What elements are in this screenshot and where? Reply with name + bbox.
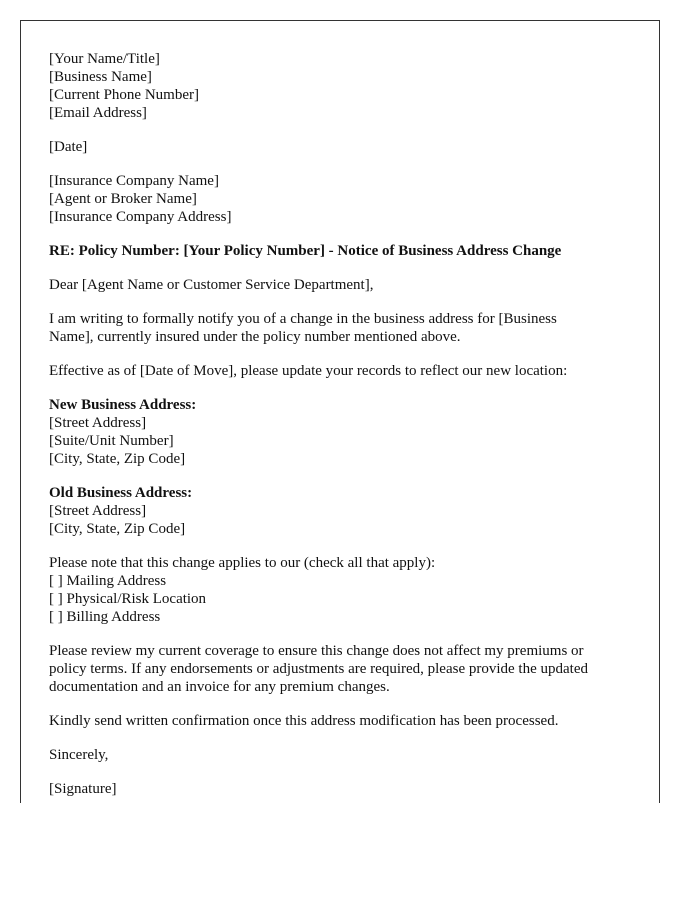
closing: Sincerely, <box>49 747 109 763</box>
old-address-heading: Old Business Address: <box>49 485 193 501</box>
review-line: policy terms. If any endorsements or adjustments are required, please provide the updated <box>49 661 588 677</box>
confirmation-paragraph: Kindly send written confirmation once this address modification has been processed. <box>49 713 559 729</box>
sender-block <box>49 50 659 122</box>
applies-intro: Please note that this change applies to our (check all that apply): <box>49 555 436 571</box>
signature: [Signature] <box>49 781 117 797</box>
checkbox-option-physical: [ ] Physical/Risk Location <box>49 591 207 607</box>
letter-date: [Date] <box>49 139 88 155</box>
old-address-line: [City, State, Zip Code] <box>49 521 186 537</box>
sender-business: [Business Name] <box>49 69 152 85</box>
new-address-line: [Suite/Unit Number] <box>49 433 174 449</box>
new-address-line: [City, State, Zip Code] <box>49 451 186 467</box>
new-address-heading: New Business Address: <box>49 397 197 413</box>
recipient-agent: [Agent or Broker Name] <box>49 191 197 207</box>
sender-email: [Email Address] <box>49 105 147 121</box>
recipient-block <box>49 172 659 226</box>
recipient-address: [Insurance Company Address] <box>49 209 232 225</box>
subject-line: RE: Policy Number: [Your Policy Number] - Notice of Business Address Change <box>49 243 562 259</box>
review-paragraph <box>49 642 659 696</box>
sender-phone: [Current Phone Number] <box>49 87 199 103</box>
sender-name: [Your Name/Title] <box>49 51 160 67</box>
old-address-line: [Street Address] <box>49 503 147 519</box>
intro-line: Name], currently insured under the policy number mentioned above. <box>49 329 461 345</box>
new-address-line: [Street Address] <box>49 415 147 431</box>
new-address-block <box>49 396 659 468</box>
salutation: Dear [Agent Name or Customer Service Department], <box>49 277 374 293</box>
review-line: Please review my current coverage to ensure this change does not affect my premiums or <box>49 643 584 659</box>
review-line: documentation and an invoice for any premium changes. <box>49 679 390 695</box>
intro-paragraph <box>49 310 659 346</box>
applies-block <box>49 554 659 626</box>
letter-page <box>20 20 660 803</box>
checkbox-option-billing: [ ] Billing Address <box>49 609 161 625</box>
old-address-block <box>49 484 659 538</box>
checkbox-option-mailing: [ ] Mailing Address <box>49 573 167 589</box>
effective-paragraph: Effective as of [Date of Move], please update your records to reflect our new location: <box>49 363 568 379</box>
intro-line: I am writing to formally notify you of a change in the business address for [Business <box>49 311 557 327</box>
recipient-company: [Insurance Company Name] <box>49 173 219 189</box>
